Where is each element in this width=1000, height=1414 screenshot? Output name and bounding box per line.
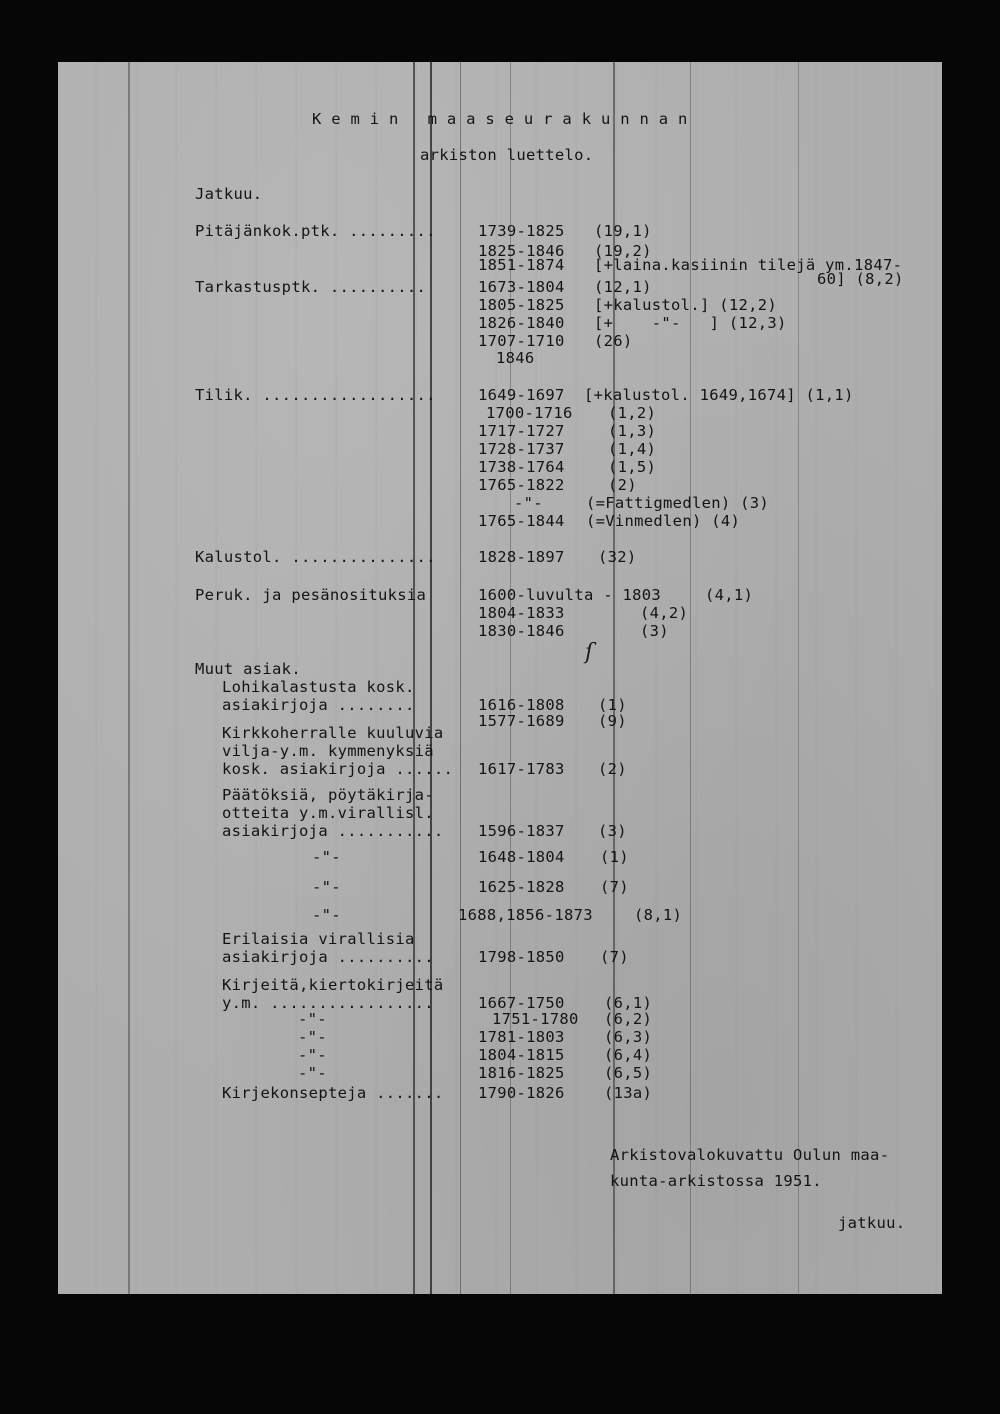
volume-note: (13a)	[604, 1084, 653, 1102]
volume-note: 60] (8,2)	[817, 270, 904, 288]
volume-note: [+ -"- ] (12,3)	[594, 314, 787, 332]
volume-note: (12,1)	[594, 278, 652, 296]
vertical-scratch-line	[798, 62, 799, 1294]
volume-note: (1,3)	[608, 422, 657, 440]
year-range: 1804-1815	[478, 1046, 565, 1064]
year-range: 1804-1833	[478, 604, 565, 622]
volume-note: (2)	[608, 476, 637, 494]
volume-note: (7)	[600, 948, 629, 966]
vertical-scratch-line	[690, 62, 691, 1294]
document-title: K e m i n m a a s e u r a k u n n a n	[312, 110, 688, 128]
entry-description: Erilaisia virallisia	[222, 930, 415, 948]
year-range: 1751-1780	[492, 1010, 579, 1028]
year-range: 1728-1737	[478, 440, 565, 458]
volume-note: (3)	[640, 622, 669, 640]
volume-note: (6,4)	[604, 1046, 653, 1064]
entry-description: asiakirjoja ........	[222, 696, 415, 714]
year-range: 1625-1828	[478, 878, 565, 896]
document-subtitle: arkiston luettelo.	[420, 146, 594, 164]
volume-note: [+laina.kasiinin tilejä ym.1847-	[594, 256, 903, 274]
year-range: 1649-1697	[478, 386, 565, 404]
volume-note: (6,2)	[604, 1010, 653, 1028]
continued-label: jatkuu.	[838, 1214, 906, 1232]
volume-note: (4,2)	[640, 604, 689, 622]
entry-description: y.m. .................	[222, 994, 434, 1012]
volume-note: (6,5)	[604, 1064, 653, 1082]
year-range: 1765-1844	[478, 512, 565, 530]
entry-description: -"-	[298, 1046, 327, 1064]
year-range: 1738-1764	[478, 458, 565, 476]
entry-description: -"-	[312, 906, 341, 924]
vertical-scratch-line	[430, 62, 432, 1294]
volume-note: (19,1)	[594, 222, 652, 240]
entry-description: asiakirjoja ..........	[222, 948, 434, 966]
volume-note: (2)	[598, 760, 627, 778]
vertical-scratch-line	[128, 62, 130, 1294]
volume-note: (32)	[598, 548, 637, 566]
entry-description: Päätöksiä, pöytäkirja-	[222, 786, 434, 804]
volume-note: (1)	[600, 848, 629, 866]
section-label: Tilik. ..................	[195, 386, 436, 404]
volume-note: [+kalustol. 1649,1674] (1,1)	[584, 386, 854, 404]
year-range: 1846	[496, 349, 535, 367]
entry-description: -"-	[312, 848, 341, 866]
volume-note: (1)	[598, 696, 627, 714]
continued-label: Jatkuu.	[195, 185, 263, 203]
year-range: 1805-1825	[478, 296, 565, 314]
year-range: 1790-1826	[478, 1084, 565, 1102]
entry-description: Kirkkoherralle kuuluvia	[222, 724, 444, 742]
vertical-scratch-line	[460, 62, 461, 1294]
volume-note: (=Vinmedlen) (4)	[586, 512, 741, 530]
volume-note: (3)	[598, 822, 627, 840]
volume-note: (4,1)	[705, 586, 754, 604]
year-range: 1688,1856-1873	[458, 906, 593, 924]
volume-note: (1,2)	[608, 404, 657, 422]
year-range: 1828-1897	[478, 548, 565, 566]
year-range: 1707-1710	[478, 332, 565, 350]
section-label: Peruk. ja pesänosituksia	[195, 586, 427, 604]
handwritten-mark: ſ	[585, 640, 594, 665]
entry-description: -"-	[298, 1064, 327, 1082]
volume-note: (1,5)	[608, 458, 657, 476]
entry-description: Kirjeitä,kiertokirjeitä	[222, 976, 444, 994]
volume-note: [+kalustol.] (12,2)	[594, 296, 778, 314]
volume-note: (26)	[594, 332, 633, 350]
year-range: 1781-1803	[478, 1028, 565, 1046]
entry-description: -"-	[298, 1010, 327, 1028]
volume-note: (7)	[600, 878, 629, 896]
year-range: -"-	[514, 494, 543, 512]
year-range: 1600-luvulta - 1803	[478, 586, 662, 604]
section-label: Kalustol. ...............	[195, 548, 436, 566]
year-range: 1798-1850	[478, 948, 565, 966]
entry-description: -"-	[298, 1028, 327, 1046]
year-range: 1826-1840	[478, 314, 565, 332]
volume-note: (1,4)	[608, 440, 657, 458]
entry-description: Kirjekonsepteja .......	[222, 1084, 444, 1102]
entry-description: asiakirjoja ...........	[222, 822, 444, 840]
year-range: 1577-1689	[478, 712, 565, 730]
entry-description: vilja-y.m. kymmenyksiä	[222, 742, 434, 760]
section-label: Tarkastusptk. ..........	[195, 278, 427, 296]
volume-note: (8,1)	[634, 906, 683, 924]
volume-note: (=Fattigmedlen) (3)	[586, 494, 770, 512]
year-range: 1830-1846	[478, 622, 565, 640]
year-range: 1673-1804	[478, 278, 565, 296]
entry-description: kosk. asiakirjoja ......	[222, 760, 454, 778]
year-range: 1648-1804	[478, 848, 565, 866]
year-range: 1596-1837	[478, 822, 565, 840]
volume-note: (19,2)	[594, 242, 652, 260]
year-range: 1667-1750	[478, 994, 565, 1012]
volume-note: (9)	[598, 712, 627, 730]
year-range: 1616-1808	[478, 696, 565, 714]
volume-note: (6,1)	[604, 994, 653, 1012]
entry-description: -"-	[312, 878, 341, 896]
volume-note: (6,3)	[604, 1028, 653, 1046]
year-range: 1717-1727	[478, 422, 565, 440]
year-range: 1617-1783	[478, 760, 565, 778]
year-range: 1851-1874	[478, 256, 565, 274]
year-range: 1816-1825	[478, 1064, 565, 1082]
year-range: 1700-1716	[486, 404, 573, 422]
entry-description: Lohikalastusta kosk.	[222, 678, 415, 696]
entry-description: otteita y.m.virallisl.	[222, 804, 434, 822]
section-label: Pitäjänkok.ptk. .........	[195, 222, 436, 240]
archive-stamp-line: Arkistovalokuvattu Oulun maa-	[610, 1146, 890, 1164]
year-range: 1825-1846	[478, 242, 565, 260]
year-range: 1765-1822	[478, 476, 565, 494]
section-heading: Muut asiak.	[195, 660, 301, 678]
year-range: 1739-1825	[478, 222, 565, 240]
archive-stamp-line: kunta-arkistossa 1951.	[610, 1172, 822, 1190]
